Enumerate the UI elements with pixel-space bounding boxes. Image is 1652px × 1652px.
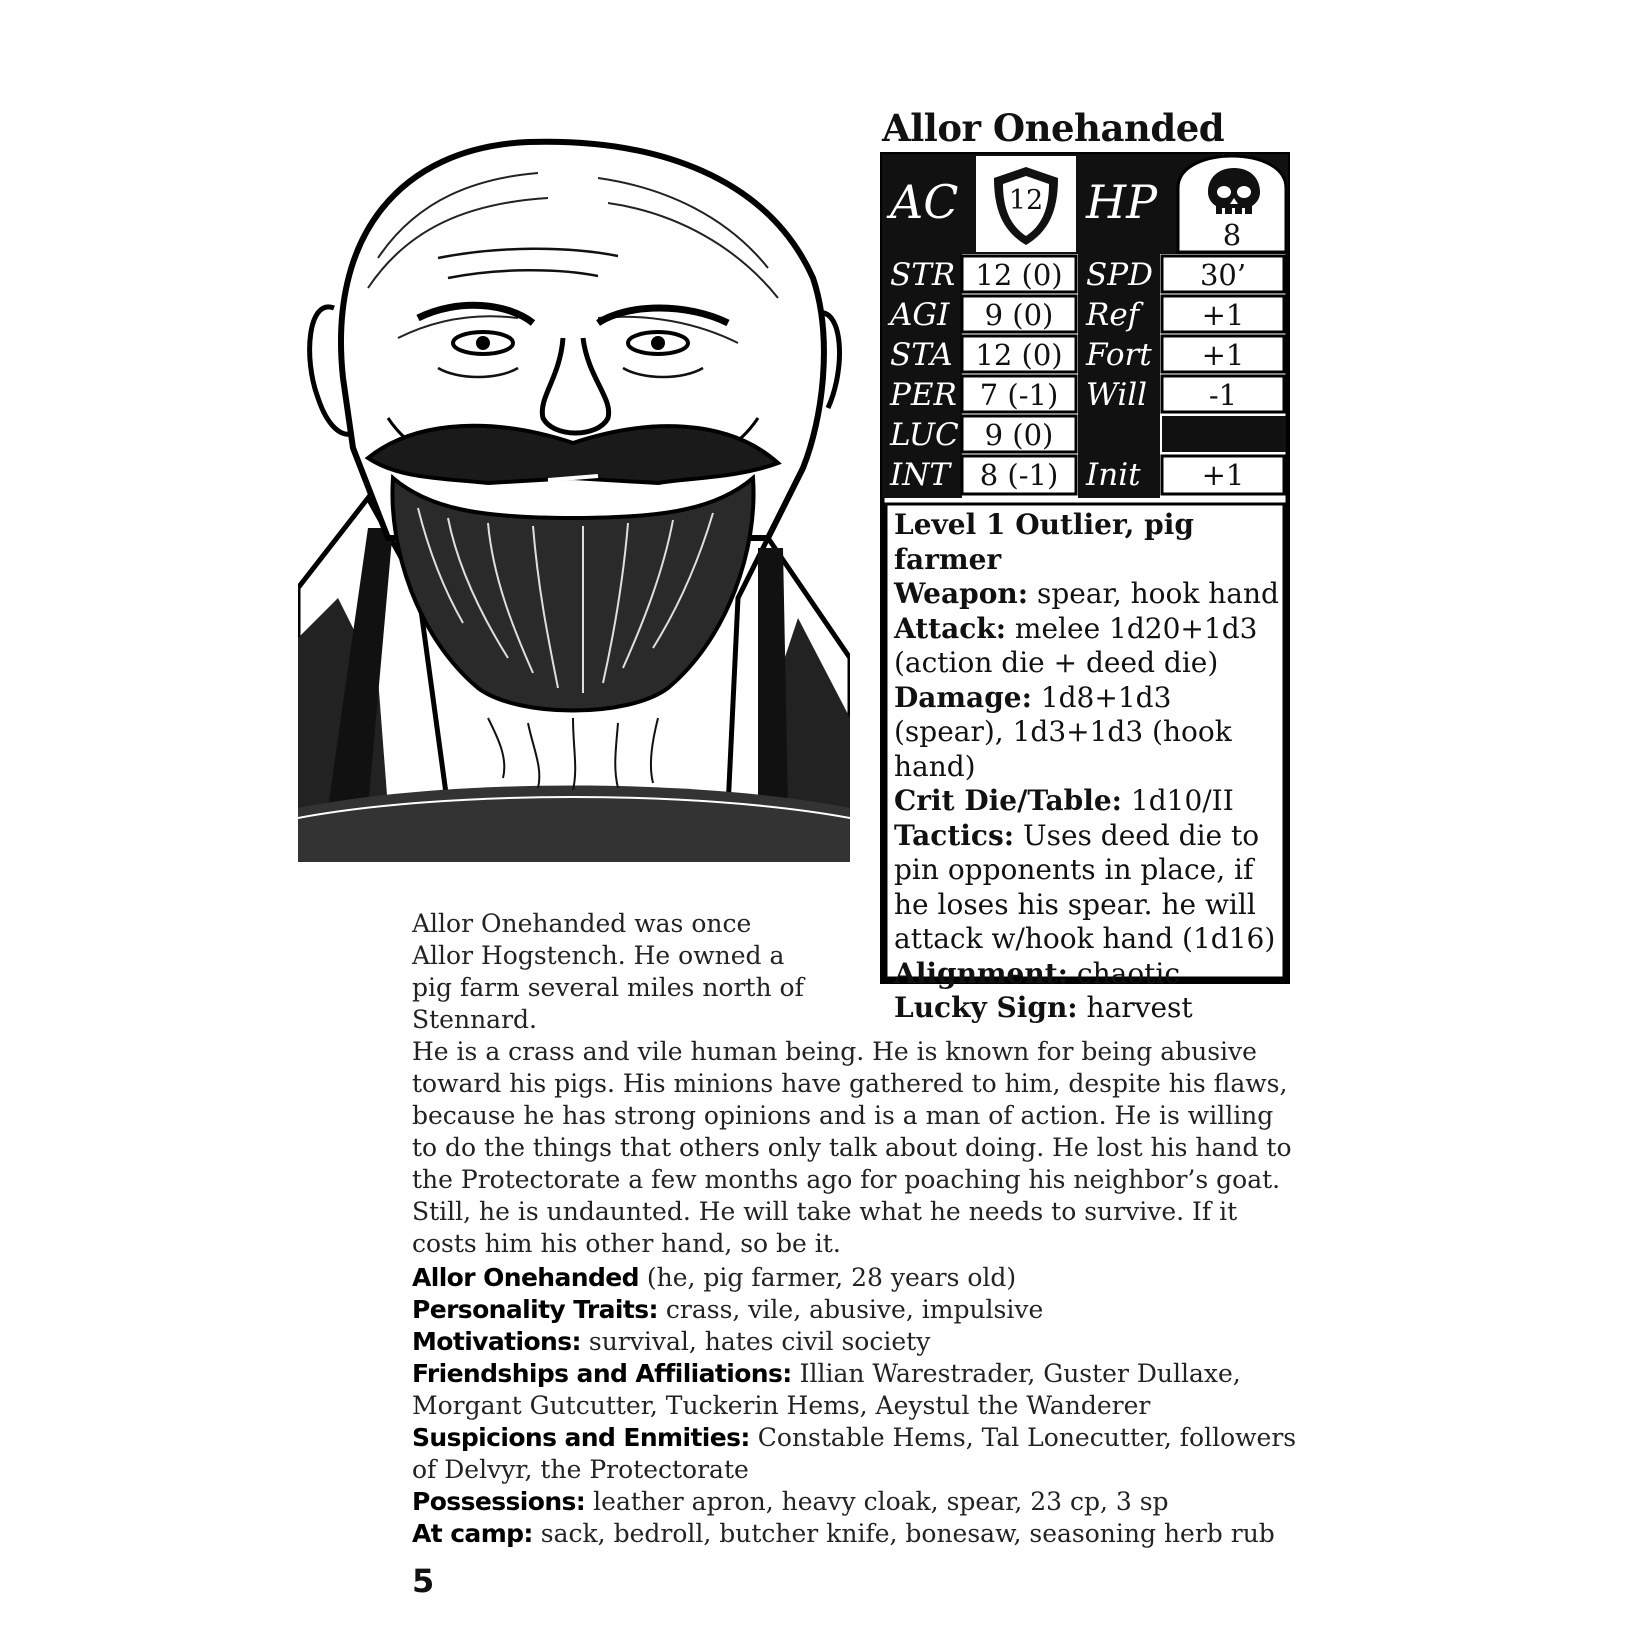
damage-row: Damage: 1d8+1d3 (spear), 1d3+1d3 (hook hand)	[894, 680, 1232, 783]
ability-label: PER	[890, 377, 957, 413]
ability-label: INT	[890, 457, 951, 493]
ability-value: 9 (0)	[984, 298, 1054, 332]
attack-row: Attack: melee 1d20+1d3 (action die + deed die)	[894, 611, 1258, 679]
skull-icon	[1206, 166, 1262, 216]
secondary-value: +1	[1201, 458, 1245, 492]
alignment-row: Alignment: chaotic	[894, 956, 1181, 990]
bio-body: He is a crass and vile human being. He is known for being abusive toward his pigs. His minions have gathered to him, despite his flaws, because he has strong opinions and is a man of action. He is willing to do the things that others only talk about doing. He lost his hand to the Protectorate a few months ago for poaching his neighbor’s goat. Still, he is undaunted. He will take what he needs to survive. If it costs him his other hand, so be it.	[412, 1037, 1292, 1258]
npc-biography	[412, 908, 1292, 1260]
ability-value: 9 (0)	[984, 418, 1054, 452]
secondary-value: -1	[1208, 378, 1238, 412]
npc-facts	[412, 1262, 1312, 1550]
fact-row: Suspicions and Enmities: Constable Hems, Tal Lonecutter, followers of Delvyr, the Protectorate	[412, 1423, 1297, 1484]
secondary-value: +1	[1201, 338, 1245, 372]
secondary-value: 30’	[1199, 258, 1247, 292]
ability-label: STA	[890, 337, 953, 373]
bio-intro: Allor Onehanded was once Allor Hogstench. He owned a pig farm several miles north of Stennard.	[412, 909, 804, 1034]
npc-name: Allor Onehanded	[882, 106, 1225, 150]
fact-row: Friendships and Affiliations: Illian Warestrader, Guster Dullaxe, Morgant Gutcutter, Tuckerin Hems, Aeystul the Wanderer	[412, 1359, 1241, 1420]
ability-label: LUC	[890, 417, 959, 453]
ability-label: AGI	[890, 297, 950, 333]
weapon-row: Weapon: spear, hook hand	[894, 577, 1279, 610]
class-line: Level 1 Outlier, pig farmer	[894, 508, 1194, 576]
fact-row: Possessions: leather apron, heavy cloak, spear, 23 cp, 3 sp	[412, 1487, 1169, 1516]
hp-value: 8	[1222, 218, 1242, 252]
ac-label: AC	[890, 175, 959, 229]
secondary-label: Fort	[1086, 337, 1152, 373]
stat-block	[880, 152, 1290, 1024]
fact-row: Personality Traits: crass, vile, abusive, impulsive	[412, 1295, 1044, 1324]
secondary-label: Ref	[1086, 297, 1140, 333]
ability-value: 12 (0)	[975, 338, 1063, 372]
ac-value: 12	[1008, 185, 1044, 216]
fact-row: Motivations: survival, hates civil society	[412, 1327, 931, 1356]
ability-label: STR	[890, 257, 956, 293]
secondary-value: +1	[1201, 298, 1245, 332]
hp-label: HP	[1086, 175, 1158, 229]
ability-value: 12 (0)	[975, 258, 1063, 292]
secondary-label: Init	[1086, 457, 1141, 493]
secondary-label: SPD	[1086, 257, 1153, 293]
ability-value: 8 (-1)	[979, 458, 1059, 492]
fact-row: Allor Onehanded (he, pig farmer, 28 years old)	[412, 1263, 1017, 1292]
lucky-sign-row: Lucky Sign: harvest	[894, 991, 1193, 1024]
fact-row: At camp: sack, bedroll, butcher knife, bonesaw, seasoning herb rub	[412, 1519, 1275, 1548]
npc-portrait	[298, 118, 850, 862]
crit-row: Crit Die/Table: 1d10/II	[894, 784, 1234, 817]
page-number: 5	[412, 1562, 435, 1600]
tactics-row: Tactics: Uses deed die to pin opponents in place, if he loses his spear. he will attack w/hook hand (1d16)	[894, 818, 1276, 955]
bearded-man-portrait	[298, 118, 850, 862]
ability-value: 7 (-1)	[979, 378, 1059, 412]
secondary-label: Will	[1086, 377, 1148, 413]
